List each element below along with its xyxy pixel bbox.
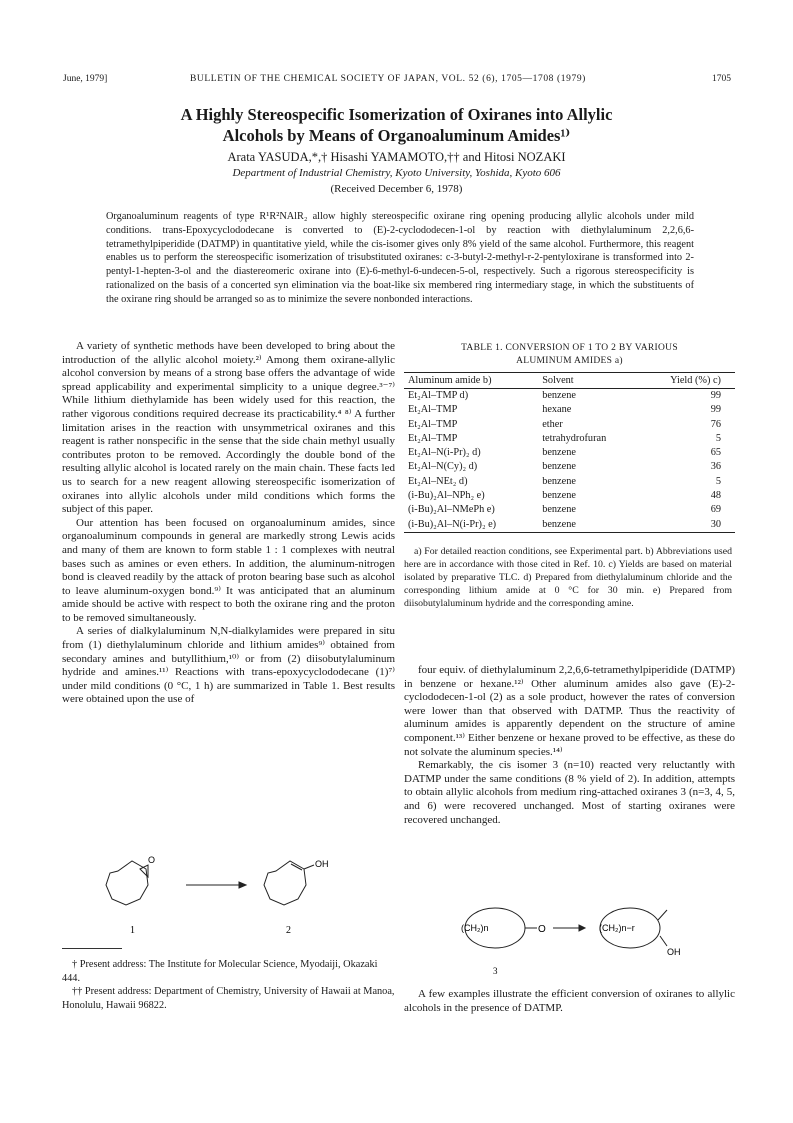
column-header: Aluminum amide b): [404, 373, 538, 389]
oh-label: OH: [315, 859, 329, 869]
final-paragraph: [404, 988, 735, 1015]
table-row: [404, 446, 735, 460]
footnote: †† Present address: Department of Chemistry, University of Hawaii at Manoa, Honolulu, Hawaii 96822.: [62, 986, 395, 1011]
cyclododecene-ring-right: [264, 861, 306, 905]
cell: (i-Bu)₂Al–NPh₂ e): [408, 490, 485, 502]
cell: 48: [710, 490, 721, 502]
footnote: † Present address: The Institute for Molecular Science, Myodaiji, Okazaki 444.: [62, 959, 378, 984]
cell: (i-Bu)₂Al–NMePh e): [408, 504, 495, 516]
table-footnotes-text: a) For detailed reaction conditions, see Experimental part. b) Abbreviations used here are in accordance with those cited in Ref. 10. c) Yields are based on material isolated by preparative TLC. d) Prepared from diethylaluminum chloride and the corresponding lithium amide at 0 °C for 30 min. e) Prepared from diisobutylaluminum hydride and the corresponding amine.: [404, 546, 732, 609]
oh-label: OH: [667, 947, 681, 957]
cell: Et₂Al–TMP: [408, 418, 458, 430]
table-notes: [404, 545, 732, 610]
running-head-journal: BULLETIN OF THE CHEMICAL SOCIETY OF JAPAN, VOL. 52 (6), 1705—1708 (1979): [190, 74, 586, 84]
table-row: [404, 503, 735, 517]
article-title: [0, 104, 793, 146]
table-row: [404, 432, 735, 446]
cell: Et₂Al–N(Cy)₂ d): [408, 461, 478, 473]
column-header: Yield (%) c): [639, 373, 735, 389]
compound-1-label: 1: [130, 925, 135, 936]
table-row: [404, 460, 735, 474]
cell: Et₂Al–TMP d): [408, 390, 469, 401]
cell: hexane: [542, 404, 572, 416]
cell: 99: [710, 404, 721, 416]
table-row: [404, 418, 735, 432]
cell: benzene: [542, 504, 576, 516]
oxygen-label: O: [538, 924, 546, 935]
cell: tetrahydrofuran: [542, 432, 607, 444]
paragraph: Remarkably, the cis isomer 3 (n=10) reacted very reluctantly with DATMP under the same conditions (8 % yield of 2). In addition, attempts to obtain allylic alcohols from medium ring-attached oxiranes 3 (n=3, 4, 5, and 6) were recovered unchanged. Most of starting oxiranes were recovered unchanged.: [404, 759, 735, 826]
table-row: [404, 489, 735, 503]
paragraph: A few examples illustrate the efficient conversion of oxiranes to allylic alcohols in the presence of DATMP.: [404, 988, 735, 1014]
cell: 5: [715, 475, 721, 487]
cell: Et₂Al–N(i-Pr)₂ d): [408, 447, 481, 459]
paragraph: A variety of synthetic methods have been developed to bring about the introduction of the allylic alcohol moiety.²⁾ Among them oxirane-allylic alcohol conversion by means of a strong base offers the advantage of wide spread applicability and experimental simplicity to a unique degree.³⁻⁷⁾ While lithium diethylamide has been widely used for this reaction, the rather vigorous conditions required decrease its practicability.⁴ ⁸⁾ A further limitation arises in the reaction with unsymmetrical oxiranes and this reagent is rather nonspecific in the sense that the side chain methyl usually contributes proton to be removed. Accordingly the double bond of the resulting allylic alcohol is located rarely on the main chain. These facts led us to search for a new reagent allowing stereospecific isomerization of oxiranes into allylic alcohols under mild conditions which forms the subject of this paper.: [62, 340, 395, 516]
cell: 69: [710, 504, 721, 516]
cell: benzene: [542, 490, 576, 502]
footnote-rule: [62, 948, 122, 949]
cell: Et₂Al–TMP: [408, 404, 458, 416]
received-date: (Received December 6, 1978): [330, 183, 463, 195]
table-row: [404, 389, 735, 404]
cell: Et₂Al–NEt₂ d): [408, 475, 468, 487]
cell: 76: [710, 418, 721, 430]
cell: benzene: [542, 447, 576, 459]
affiliation: Department of Industrial Chemistry, Kyoto University, Yoshida, Kyoto 606: [232, 167, 561, 179]
cell: 65: [710, 447, 721, 459]
running-head-date: June, 1979]: [63, 74, 108, 84]
table-row: [404, 403, 735, 417]
cell: 99: [710, 390, 721, 401]
table-row: [404, 518, 735, 533]
cell: Et₂Al–TMP: [408, 432, 458, 444]
ch2n-minus-label: (CH₂)n−r: [599, 923, 635, 933]
reaction-scheme-2: [455, 900, 695, 980]
cell: benzene: [542, 475, 576, 487]
paragraph: four equiv. of diethylaluminum 2,2,6,6-tetramethylpiperidide (DATMP) in benzene or hexane.¹²⁾ Other aluminum amides also gave (E)-2-cyclododecen-1-ol (2) as a sole product, however the rates of conversion were lower than that observed with DATMP. Thus the reactivity of aluminum amides is apparently dependent on the structure of amine component.¹³⁾ Either benzene or hexane proved to be effective, as these do not solvate the aluminum species.¹⁴⁾: [404, 664, 735, 758]
title-line-1: A Highly Stereospecific Isomerization of Oxiranes into Allylic: [180, 105, 613, 124]
right-column: [404, 664, 735, 827]
cell: ether: [542, 418, 563, 430]
paragraph: Our attention has been focused on organoaluminum amides, since organoaluminum compounds in general are markedly strong Lewis acids and many of them are known to form stable 1 : 1 complexes with neutral bases such as amines or even ethers. In addition, the aluminum-nitrogen bond is cleaved readily by the attack of proton bearing base such as alcohol to leave aluminum-oxygen bond.⁹⁾ It was anticipated that an aluminum amide should be active with respect to both the oxirane ring and the proton to be removed simultaneously.: [62, 516, 395, 624]
table-caption: [404, 342, 735, 368]
table-caption-line-2: ALUMINUM AMIDES a): [516, 356, 623, 366]
ch2n-label: (CH₂)n: [461, 923, 489, 933]
cell: benzene: [542, 390, 576, 401]
reaction-scheme-1: [96, 855, 356, 940]
abstract: Organoaluminum reagents of type R¹R²NAlR₂ allow highly stereospecific oxirane ring opening producing allylic alcohols under mild conditions. trans-Epoxycyclododecane is converted to (E)-2-cyclododecen-1-ol by reaction with diethylaluminum 2,2,6,6-tetramethylpiperidide (DATMP) in quantitative yield, while the cis-isomer gives only 8% yield of the same alcohol. Furthermore, this reagent enables us to perform the stereospecific isomerization of trisubstituted oxiranes: c-3-butyl-2-methyl-r-2-pentyloxirane is transformed into 2-pentyl-1-hepten-3-ol and the diastereomeric oxirane into (E)-6-methyl-6-undecen-5-ol, respectively. Such a rigorous stereospecificity is rationalized on the basis of a concerted syn elimination via the boat-like six membered ring intermediary stage, in which the substituents of the oxirane ring should be arranged so as to minimize the severe nonbonded interactions.: [106, 211, 694, 305]
compound-2-label: 2: [286, 925, 291, 936]
table-row: [404, 475, 735, 489]
authors: Arata YASUDA,*,† Hisashi YAMAMOTO,†† and Hitosi NOZAKI: [227, 150, 566, 164]
table-caption-line-1: TABLE 1. CONVERSION OF 1 TO 2 BY VARIOUS: [461, 343, 678, 353]
title-line-2: Alcohols by Means of Organoaluminum Amides¹⁾: [222, 126, 571, 145]
cell: benzene: [538, 518, 639, 533]
paragraph: A series of dialkylaluminum N,N-dialkylamides were prepared in situ from (1) diethylaluminum chloride and lithium amides⁹⁾ obtained from secondary amines and butyllithium,¹⁰⁾ or from (2) diisobutylaluminum hydride and amines.¹¹⁾ Reactions with trans-epoxycyclododecane (1)⁷⁾ under mild conditions (0 °C, 1 h) are summarized in Table 1. Best results were obtained upon the use of: [62, 625, 395, 706]
page-number: 1705: [712, 74, 731, 84]
footnotes: [62, 958, 395, 1012]
cell: 30: [639, 518, 735, 533]
compound-3-label: 3: [493, 966, 498, 976]
cell: benzene: [542, 461, 576, 473]
cell: 36: [710, 461, 721, 473]
cell: 5: [715, 432, 721, 444]
oxygen-label: O: [148, 855, 156, 865]
column-header: Solvent: [538, 373, 639, 389]
cell: (i-Bu)₂Al–N(i-Pr)₂ e): [404, 518, 538, 533]
left-column: [62, 340, 395, 707]
data-table: [404, 372, 735, 533]
